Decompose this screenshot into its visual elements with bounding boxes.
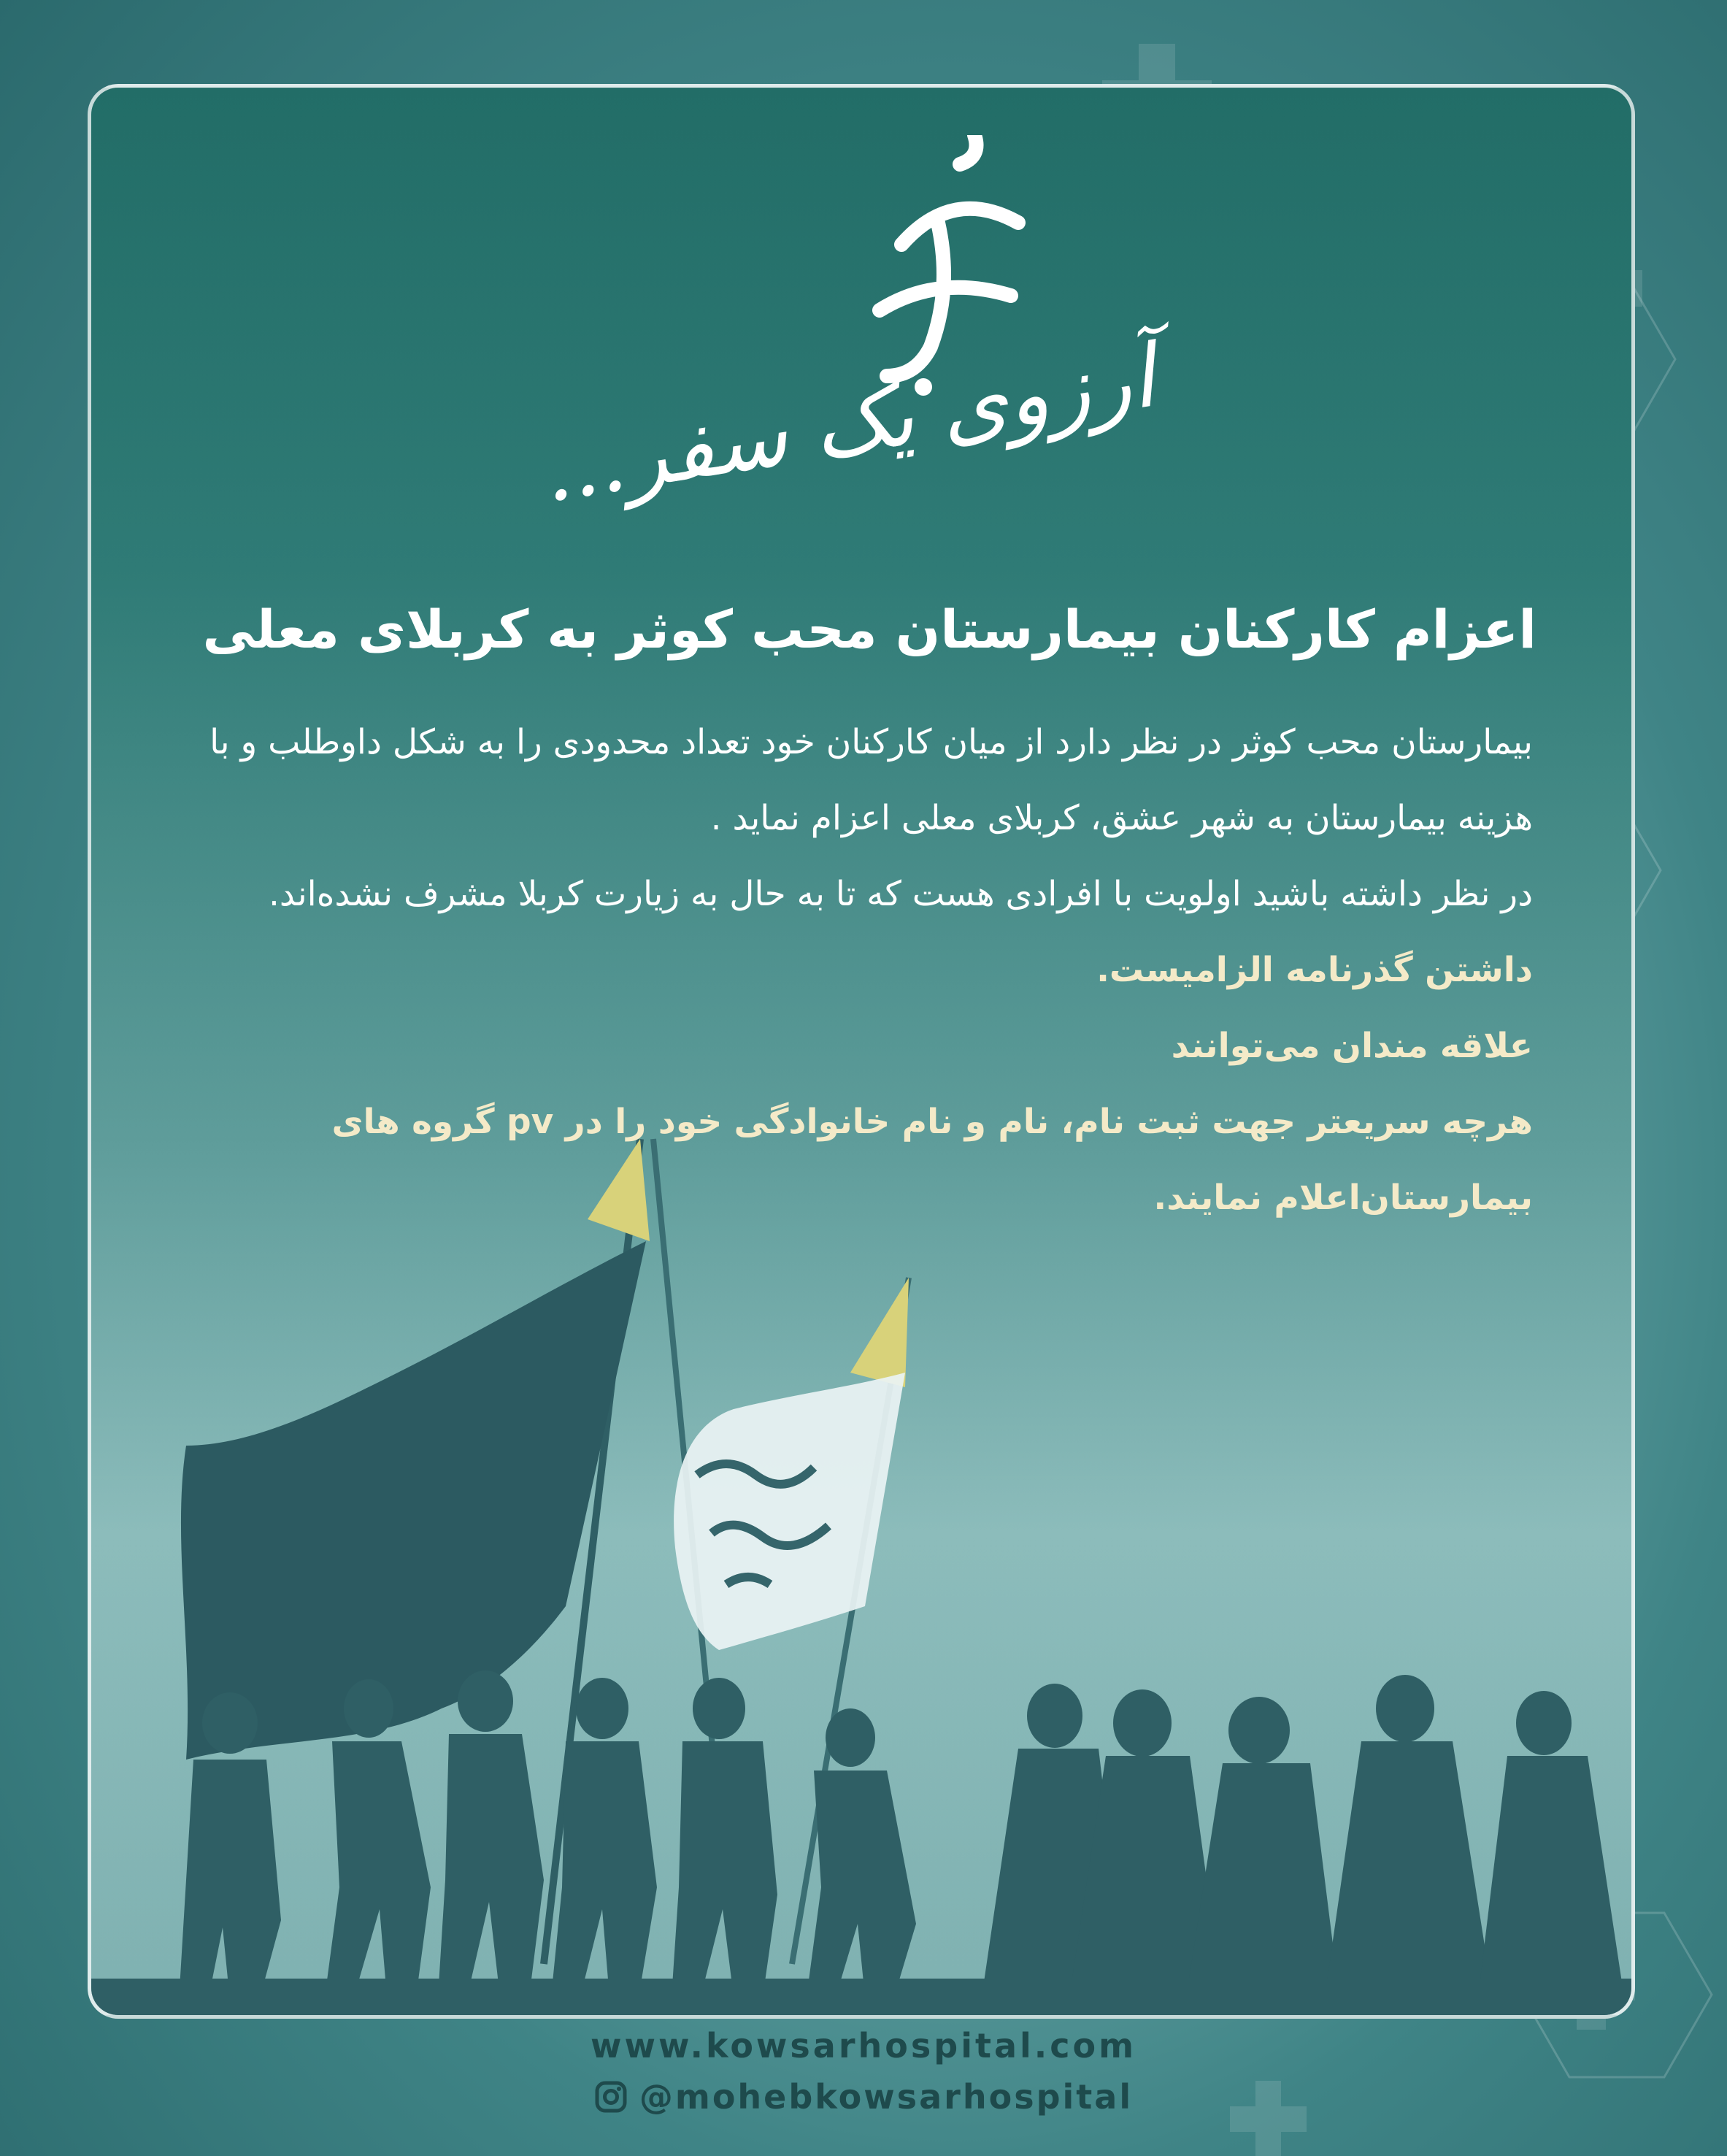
passport-note: داشتن گذرنامه الزامیست. <box>1096 950 1533 990</box>
registration-note: هرچه سریعتر جهت ثبت نام، نام و نام خانوادگی خود را در pv گروه های بیمارستان‌اعلام نمایند. <box>331 1102 1533 1218</box>
announcement-body <box>204 705 1533 1236</box>
instagram-handle[interactable] <box>0 2077 1727 2117</box>
announcement-paragraph-1: بیمارستان محب کوثر در نظر دارد از میان کارکنان خود تعداد محدودی را به شکل داوطلب و با هزینه بیمارستان به شهر عشق، کربلای معلی اعزام نماید . <box>209 722 1533 838</box>
instagram-handle-text: @mohebkowsarhospital <box>639 2077 1134 2117</box>
poster-card <box>88 84 1635 2019</box>
yellow-pennant-right <box>850 1278 909 1387</box>
website-link[interactable]: www.kowsarhospital.com <box>590 2026 1137 2065</box>
page-title: اعزام کارکنان بیمارستان محب کوثر به کربلای معلی <box>202 599 1536 660</box>
white-banner <box>674 1373 905 1650</box>
announcement-paragraph-2: در نظر داشته باشید اولویت با افرادی هست که تا به حال به زیارت کربلا مشرف نشده‌اند. <box>268 874 1533 914</box>
interested-note: علاقه مندان می‌توانند <box>1171 1026 1533 1066</box>
instagram-icon <box>594 2080 628 2114</box>
tagline-calligraphy: آرزوی یک سفر... <box>535 325 1161 522</box>
